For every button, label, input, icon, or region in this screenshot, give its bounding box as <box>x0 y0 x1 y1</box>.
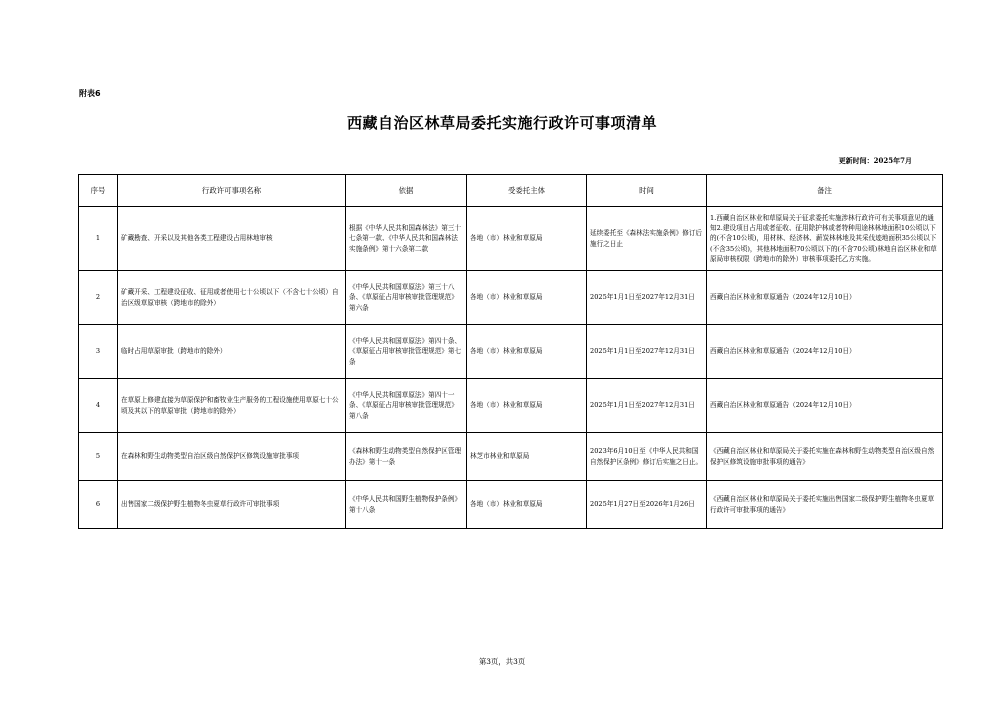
cell-entrusted: 各地（市）林业和草原局 <box>467 325 587 379</box>
attachment-label: 附表6 <box>79 89 101 98</box>
document-title: 西藏自治区林草局委托实施行政许可事项清单 <box>346 114 657 132</box>
cell-name: 矿藏勘查、开采以及其他各类工程建设占用林地审核 <box>118 207 346 271</box>
cell-name: 在森林和野生动物类型自治区级自然保护区修筑设施审批事项 <box>118 433 346 481</box>
cell-entrusted: 各地（市）林业和草原局 <box>467 379 587 433</box>
cell-basis: 根据《中华人民共和国森林法》第三十七条第一款、《中华人民共和国森林法实施条例》第十六条第二款 <box>346 207 467 271</box>
cell-entrusted: 各地（市）林业和草原局 <box>467 481 587 529</box>
cell-basis: 《中华人民共和国草原法》第四十一条、《草原征占用审核审批管理规范》第八条 <box>346 379 467 433</box>
cell-basis: 《中华人民共和国草原法》第三十八条、《草原征占用审核审批管理规范》第六条 <box>346 271 467 325</box>
header-remark: 备注 <box>707 175 943 207</box>
header-entrusted: 受委托主体 <box>467 175 587 207</box>
update-time: 更新时间：2025年7月 <box>838 156 912 165</box>
header-no: 序号 <box>79 175 118 207</box>
table-row <box>79 325 943 379</box>
cell-entrusted: 林芝市林业和草原局 <box>467 433 587 481</box>
cell-remark: 西藏自治区林业和草原通告（2024年12月10日） <box>707 379 943 433</box>
table-row <box>79 207 943 271</box>
cell-remark: 1.西藏自治区林业和草原局关于征求委托实施涉林行政许可有关事项意见的通知2.建设项目占用或者征收、征用除护林或者特种用途林林地面积10公顷以下的(不含10公顷)，用材林、经济林、薪炭林林地及其采伐迹地面积35公顷以下(不含35公顷)，其他林地面积70公顷以下的(不含70公顷)林地自治区林业和草原局审核权限（跨地市的除外）审核事项委托乙方实施。 <box>707 207 943 271</box>
cell-basis: 《中华人民共和国野生植物保护条例》第十八条 <box>346 481 467 529</box>
cell-time: 2025年1月1日至2027年12月31日 <box>587 325 707 379</box>
cell-basis: 《中华人民共和国草原法》第四十条、《草原征占用审核审批管理规范》第七条 <box>346 325 467 379</box>
cell-entrusted: 各地（市）林业和草原局 <box>467 271 587 325</box>
permit-items-table <box>78 174 943 529</box>
cell-name: 临时占用草原审批（跨地市的除外） <box>118 325 346 379</box>
cell-remark: 《西藏自治区林业和草原局关于委托实施在森林和野生动物类型自治区级自然保护区修筑设施审批事项的通告》 <box>707 433 943 481</box>
cell-remark: 西藏自治区林业和草原通告（2024年12月10日） <box>707 271 943 325</box>
cell-time: 2023年6月10日至《中华人民共和国自然保护区条例》修订后实施之日止。 <box>587 433 707 481</box>
page-number: 第3页，共3页 <box>478 657 526 666</box>
header-name: 行政许可事项名称 <box>118 175 346 207</box>
cell-remark: 《西藏自治区林业和草原局关于委托实施出售国家二级保护野生植物冬虫夏草行政许可审批事项的通告》 <box>707 481 943 529</box>
cell-name: 矿藏开采、工程建设征收、征用或者使用七十公顷以下（不含七十公顷）自治区级草原审核（跨地市的除外） <box>118 271 346 325</box>
table-row <box>79 271 943 325</box>
cell-time: 2025年1月1日至2027年12月31日 <box>587 271 707 325</box>
table-header-row <box>79 175 943 207</box>
table-row <box>79 379 943 433</box>
cell-basis: 《森林和野生动物类型自然保护区管理办法》第十一条 <box>346 433 467 481</box>
table-row <box>79 433 943 481</box>
cell-no: 1 <box>79 207 118 271</box>
header-time: 时间 <box>587 175 707 207</box>
cell-no: 6 <box>79 481 118 529</box>
cell-name: 在草原上修建直接为草原保护和畜牧业生产服务的工程设施使用草原七十公顷及其以下的草原审批（跨地市的除外） <box>118 379 346 433</box>
cell-no: 3 <box>79 325 118 379</box>
cell-entrusted: 各地（市）林业和草原局 <box>467 207 587 271</box>
cell-no: 4 <box>79 379 118 433</box>
cell-time: 2025年1月27日至2026年1月26日 <box>587 481 707 529</box>
cell-name: 出售国家二级保护野生植物冬虫夏草行政许可审批事项 <box>118 481 346 529</box>
cell-no: 5 <box>79 433 118 481</box>
cell-no: 2 <box>79 271 118 325</box>
table-row <box>79 481 943 529</box>
cell-time: 2025年1月1日至2027年12月31日 <box>587 379 707 433</box>
cell-time: 延续委托至《森林法实施条例》修订后施行之日止 <box>587 207 707 271</box>
cell-remark: 西藏自治区林业和草原通告（2024年12月10日） <box>707 325 943 379</box>
header-basis: 依据 <box>346 175 467 207</box>
